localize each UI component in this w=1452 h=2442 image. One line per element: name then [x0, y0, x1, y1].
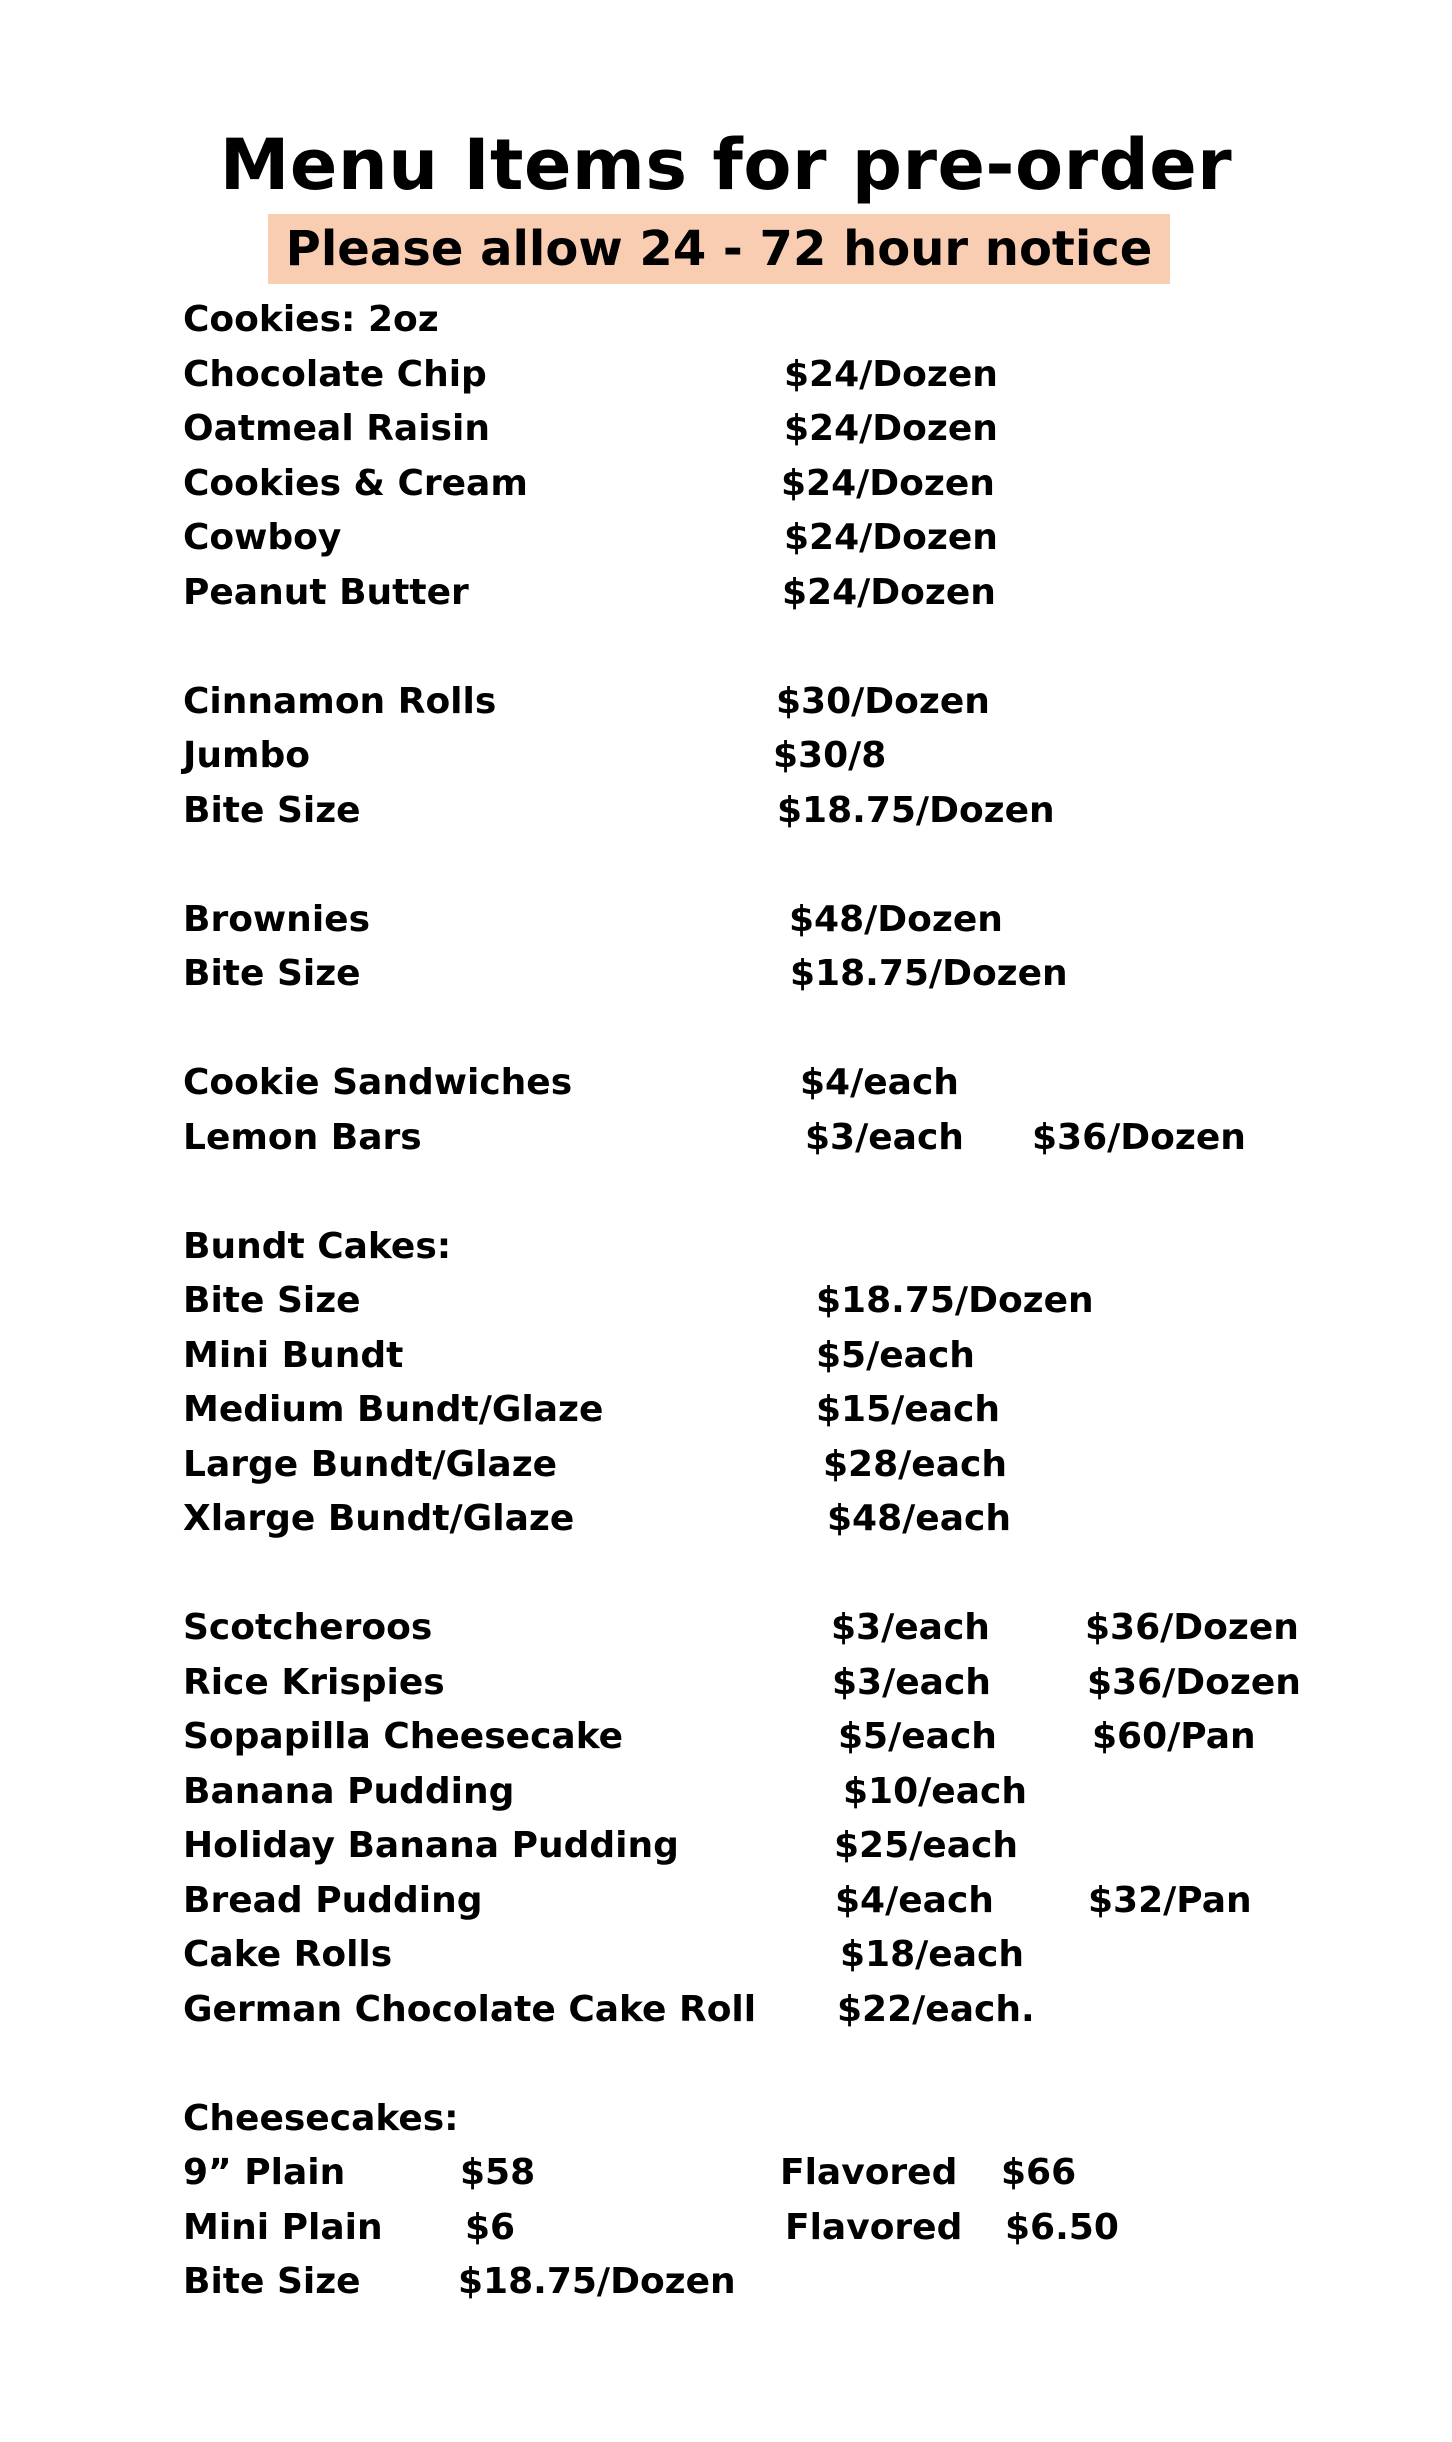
menu-item: [183, 566, 1323, 621]
section-header-label: Bundt Cakes:: [183, 1225, 452, 1267]
item-price: $28/each: [823, 1443, 1007, 1485]
menu-item: [183, 1274, 1323, 1329]
item-price: $6: [465, 2206, 516, 2248]
item-name: Cinnamon Rolls: [183, 680, 497, 722]
item-name: Jumbo: [183, 735, 311, 776]
section-header-cheesecakes: [183, 2092, 1323, 2147]
item-name: Peanut Butter: [183, 571, 469, 613]
menu-item: [183, 2255, 1323, 2310]
item-price-secondary: $36/Dozen: [1087, 1661, 1301, 1703]
item-price: $24/Dozen: [782, 571, 996, 613]
item-price: $30/Dozen: [776, 680, 990, 722]
menu-item: [183, 1874, 1323, 1929]
item-name: Banana Pudding: [183, 1770, 515, 1812]
menu-item: [183, 1438, 1323, 1493]
item-price: $30/8: [773, 735, 887, 776]
flavored-label: Flavored: [780, 2152, 958, 2193]
item-price: $5/each: [838, 1716, 997, 1757]
item-price: $4/each: [800, 1062, 959, 1103]
item-name: Mini Bundt: [183, 1334, 404, 1376]
menu-item: [183, 729, 1323, 784]
menu-item: [183, 1928, 1323, 1983]
item-price: $24/Dozen: [784, 353, 998, 395]
item-name: Lemon Bars: [183, 1116, 422, 1158]
section-header-bundt: [183, 1220, 1323, 1275]
item-name: Bite Size: [183, 953, 361, 994]
menu-item: [183, 2201, 1323, 2256]
item-name: Large Bundt/Glaze: [183, 1443, 558, 1485]
item-name: Brownies: [183, 898, 370, 940]
menu-item: [183, 1329, 1323, 1384]
item-name: Cookies & Cream: [183, 462, 528, 504]
item-price: $18.75/Dozen: [816, 1280, 1094, 1321]
item-name: Xlarge Bundt/Glaze: [183, 1498, 575, 1539]
menu-item: [183, 893, 1323, 948]
item-name: Cake Rolls: [183, 1934, 393, 1975]
item-name: Scotcheroos: [183, 1607, 433, 1648]
item-name: Medium Bundt/Glaze: [183, 1389, 604, 1430]
flavored-price: $6.50: [1005, 2206, 1119, 2248]
menu-item: [183, 1656, 1323, 1711]
page-title: Menu Items for pre-order: [219, 124, 1233, 206]
item-price: $18.75/Dozen: [790, 953, 1068, 994]
item-price: $48/Dozen: [789, 898, 1003, 940]
item-name: Bread Pudding: [183, 1879, 483, 1921]
item-price-secondary: $36/Dozen: [1085, 1607, 1299, 1648]
menu-item: [183, 947, 1323, 1002]
menu-list: [183, 293, 1323, 2310]
item-price: $3/each: [805, 1116, 964, 1158]
menu-item: [183, 1765, 1323, 1820]
menu-item: [183, 1383, 1323, 1438]
item-price: $58: [460, 2152, 536, 2193]
menu-item: [183, 511, 1323, 566]
flavored-price: $66: [1001, 2152, 1077, 2193]
section-header-cookies: [183, 293, 1323, 348]
section-header-label: Cookies: 2oz: [183, 299, 439, 340]
item-price: $4/each: [835, 1879, 994, 1921]
menu-item: [183, 1111, 1323, 1166]
menu-item: [183, 1983, 1323, 2038]
item-price: $25/each: [834, 1825, 1018, 1866]
menu-item: [183, 457, 1323, 512]
menu-item: [183, 1056, 1323, 1111]
item-name: German Chocolate Cake Roll: [183, 1988, 757, 2030]
item-name: Sopapilla Cheesecake: [183, 1716, 624, 1757]
item-price: $18.75/Dozen: [777, 789, 1055, 831]
menu-item: [183, 1492, 1323, 1547]
item-price: $18/each: [840, 1934, 1024, 1975]
item-name: Bite Size: [183, 1280, 361, 1321]
item-price: $5/each: [816, 1334, 975, 1376]
item-price: $3/each: [831, 1607, 990, 1648]
menu-item: [183, 348, 1323, 403]
item-name: Holiday Banana Pudding: [183, 1825, 679, 1866]
item-price: $24/Dozen: [784, 408, 998, 449]
section-header-label: Cheesecakes:: [183, 2097, 459, 2139]
item-name: Bite Size: [183, 789, 361, 831]
menu-item: [183, 784, 1323, 839]
notice-banner: Please allow 24 - 72 hour notice: [268, 214, 1170, 284]
menu-item: [183, 1710, 1323, 1765]
item-name: Bite Size: [183, 2261, 361, 2302]
item-price: $3/each: [832, 1661, 991, 1703]
item-price: $48/each: [827, 1498, 1011, 1539]
item-price-secondary: $36/Dozen: [1032, 1116, 1246, 1158]
menu-item: [183, 1819, 1323, 1874]
item-name: 9” Plain: [183, 2152, 346, 2193]
menu-item: [183, 1601, 1323, 1656]
item-price: $24/Dozen: [784, 517, 998, 558]
item-price: $24/Dozen: [781, 462, 995, 504]
menu-item: [183, 2146, 1323, 2201]
item-name: Oatmeal Raisin: [183, 408, 490, 449]
menu-item: [183, 402, 1323, 457]
item-name: Rice Krispies: [183, 1661, 445, 1703]
item-price: $15/each: [816, 1389, 1000, 1430]
item-price-secondary: $60/Pan: [1092, 1716, 1256, 1757]
flavored-label: Flavored: [785, 2206, 963, 2248]
item-name: Chocolate Chip: [183, 353, 487, 395]
item-price: $10/each: [843, 1770, 1027, 1812]
item-price-secondary: $32/Pan: [1088, 1879, 1252, 1921]
item-price: $18.75/Dozen: [458, 2261, 736, 2302]
item-name: Cookie Sandwiches: [183, 1062, 573, 1103]
item-name: Mini Plain: [183, 2206, 383, 2248]
menu-item: [183, 675, 1323, 730]
item-name: Cowboy: [183, 517, 342, 558]
item-price: $22/each.: [837, 1988, 1035, 2030]
